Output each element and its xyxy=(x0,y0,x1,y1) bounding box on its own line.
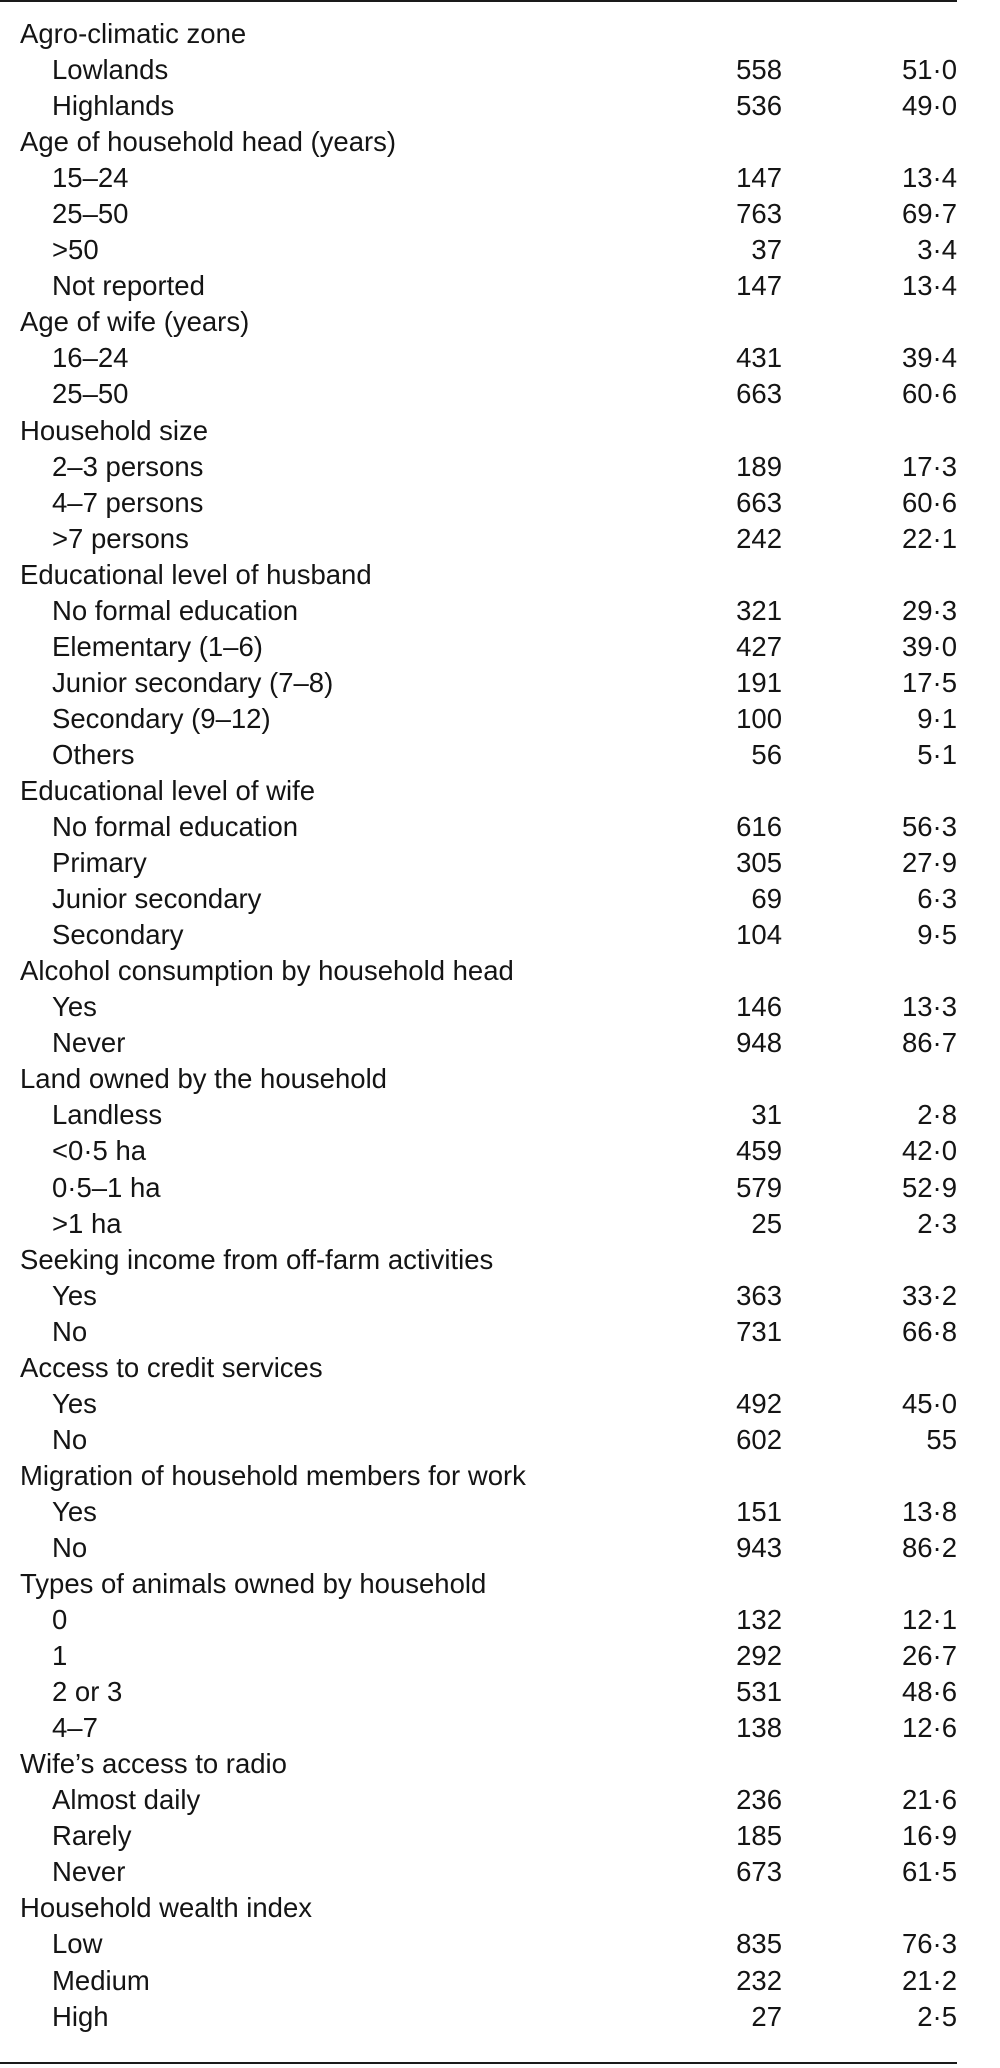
row-percent: 39·0 xyxy=(901,630,957,662)
row-percent: 12·1 xyxy=(901,1604,957,1636)
row-count: 305 xyxy=(736,847,782,879)
row-label: No xyxy=(52,1315,88,1347)
row-label: Medium xyxy=(52,1964,150,1996)
row-label: >7 persons xyxy=(52,522,189,554)
row-label: Never xyxy=(52,1856,126,1888)
section-heading xyxy=(0,1746,957,1782)
row-percent: 13·4 xyxy=(901,162,957,194)
row-count: 37 xyxy=(751,234,782,266)
row-label: High xyxy=(52,2000,109,2032)
section-heading-label: Agro-climatic zone xyxy=(20,18,247,49)
table-row xyxy=(0,737,957,773)
table-row xyxy=(0,845,957,881)
section-heading xyxy=(0,304,957,340)
row-percent: 16·9 xyxy=(901,1820,957,1852)
section-heading-label: Age of household head (years) xyxy=(20,126,397,158)
section-heading-label: Educational level of wife xyxy=(20,774,316,806)
section-heading xyxy=(0,1350,957,1386)
row-label: Landless xyxy=(52,1099,163,1131)
table-row xyxy=(0,701,957,737)
row-count: 56 xyxy=(751,738,782,770)
row-percent: 51·0 xyxy=(901,54,957,86)
row-label: 25–50 xyxy=(52,378,129,410)
table-row xyxy=(0,629,957,665)
table-row xyxy=(0,52,957,88)
row-label: Yes xyxy=(52,1279,97,1311)
row-label: No formal education xyxy=(52,594,299,626)
row-percent: 60·6 xyxy=(901,378,957,410)
row-label: 0·5–1 ha xyxy=(52,1171,161,1203)
row-percent: 27·9 xyxy=(901,847,957,879)
row-label: Lowlands xyxy=(52,54,169,86)
row-count: 558 xyxy=(736,54,782,86)
section-heading xyxy=(0,953,957,989)
row-count: 69 xyxy=(751,883,782,915)
row-count: 948 xyxy=(736,1027,782,1059)
section-heading xyxy=(0,1242,957,1278)
section-heading-label: Age of wife (years) xyxy=(20,306,250,338)
row-count: 835 xyxy=(736,1928,782,1960)
section-heading-label: Land owned by the household xyxy=(20,1063,387,1095)
row-percent: 76·3 xyxy=(901,1928,957,1960)
section-heading-label: Migration of household members for work xyxy=(20,1459,526,1491)
row-label: Yes xyxy=(52,1495,97,1527)
table-row xyxy=(0,449,957,485)
row-percent: 86·7 xyxy=(901,1027,957,1059)
row-percent: 49·0 xyxy=(901,90,957,122)
row-percent: 61·5 xyxy=(901,1856,957,1888)
row-label: Primary xyxy=(52,847,147,879)
row-percent: 21·6 xyxy=(901,1784,957,1816)
table-row xyxy=(0,1133,957,1169)
row-label: Almost daily xyxy=(52,1784,201,1816)
table-row xyxy=(0,665,957,701)
row-percent: 60·6 xyxy=(901,486,957,518)
row-label: Highlands xyxy=(52,90,175,122)
row-percent: 22·1 xyxy=(901,522,957,554)
row-label: Junior secondary (7–8) xyxy=(52,666,334,698)
row-percent: 56·3 xyxy=(901,811,957,843)
section-heading xyxy=(0,773,957,809)
row-percent: 9·5 xyxy=(917,919,957,951)
row-percent: 45·0 xyxy=(901,1387,957,1419)
row-percent: 9·1 xyxy=(917,702,957,734)
row-label: Junior secondary xyxy=(52,883,262,915)
table-bottom-rule xyxy=(0,2062,957,2064)
row-count: 25 xyxy=(751,1207,782,1239)
table-row xyxy=(0,1999,957,2035)
row-count: 146 xyxy=(736,991,782,1023)
section-heading-label: Access to credit services xyxy=(20,1351,323,1383)
row-label: Low xyxy=(52,1928,103,1960)
row-count: 185 xyxy=(736,1820,782,1852)
row-count: 943 xyxy=(736,1531,782,1563)
row-percent: 17·5 xyxy=(901,666,957,698)
table-row xyxy=(0,1314,957,1350)
row-percent: 26·7 xyxy=(901,1640,957,1672)
table-row xyxy=(0,232,957,268)
row-label: 1 xyxy=(52,1640,68,1672)
table-row xyxy=(0,160,957,196)
row-percent: 5·1 xyxy=(917,738,957,770)
row-percent: 33·2 xyxy=(901,1279,957,1311)
section-heading-label: Types of animals owned by household xyxy=(20,1568,487,1600)
row-count: 138 xyxy=(736,1712,782,1744)
row-count: 763 xyxy=(736,198,782,230)
table-row xyxy=(0,989,957,1025)
row-label: No xyxy=(52,1423,88,1455)
row-label: >50 xyxy=(52,234,99,266)
row-label: 2 or 3 xyxy=(52,1676,123,1708)
table-row xyxy=(0,1963,957,1999)
row-count: 427 xyxy=(736,630,782,662)
row-count: 536 xyxy=(736,90,782,122)
table-row xyxy=(0,1206,957,1242)
row-label: Never xyxy=(52,1027,126,1059)
row-count: 191 xyxy=(736,666,782,698)
row-count: 459 xyxy=(736,1135,782,1167)
row-percent: 52·9 xyxy=(901,1171,957,1203)
row-count: 579 xyxy=(736,1171,782,1203)
row-count: 321 xyxy=(736,594,782,626)
section-heading-label: Seeking income from off-farm activities xyxy=(20,1243,494,1275)
row-label: Secondary (9–12) xyxy=(52,702,271,734)
row-count: 531 xyxy=(736,1676,782,1708)
table-row xyxy=(0,196,957,232)
row-label: Others xyxy=(52,738,135,770)
table-row xyxy=(0,1097,957,1133)
row-label: >1 ha xyxy=(52,1207,122,1239)
table-row xyxy=(0,1170,957,1206)
row-percent: 55 xyxy=(926,1423,957,1455)
table-row xyxy=(0,1386,957,1422)
row-count: 363 xyxy=(736,1279,782,1311)
table-row xyxy=(0,1926,957,1962)
row-label: 4–7 xyxy=(52,1712,98,1744)
section-heading xyxy=(0,124,957,160)
table-row xyxy=(0,88,957,124)
row-count: 232 xyxy=(736,1964,782,1996)
row-label: Not reported xyxy=(52,270,205,302)
row-count: 132 xyxy=(736,1604,782,1636)
section-heading xyxy=(0,413,957,449)
table-row xyxy=(0,1818,957,1854)
row-percent: 2·5 xyxy=(917,2000,957,2032)
characteristics-table xyxy=(0,16,957,2035)
table-row xyxy=(0,1494,957,1530)
section-heading xyxy=(0,1061,957,1097)
row-count: 602 xyxy=(736,1423,782,1455)
row-percent: 86·2 xyxy=(901,1531,957,1563)
row-label: Rarely xyxy=(52,1820,132,1852)
row-count: 31 xyxy=(751,1099,782,1131)
row-percent: 29·3 xyxy=(901,594,957,626)
row-percent: 69·7 xyxy=(901,198,957,230)
row-count: 147 xyxy=(736,270,782,302)
row-count: 236 xyxy=(736,1784,782,1816)
row-percent: 13·3 xyxy=(901,991,957,1023)
row-percent: 21·2 xyxy=(901,1964,957,1996)
row-label: Secondary xyxy=(52,919,184,951)
row-count: 147 xyxy=(736,162,782,194)
section-heading-label: Household wealth index xyxy=(20,1892,312,1924)
section-heading-label: Household size xyxy=(20,414,209,446)
row-count: 492 xyxy=(736,1387,782,1419)
row-percent: 13·4 xyxy=(901,270,957,302)
row-percent: 6·3 xyxy=(917,883,957,915)
row-count: 100 xyxy=(736,702,782,734)
table-row xyxy=(0,1854,957,1890)
row-label: Yes xyxy=(52,991,97,1023)
row-label: 25–50 xyxy=(52,198,129,230)
table-top-rule xyxy=(0,0,957,2)
table-row xyxy=(0,376,957,412)
section-heading xyxy=(0,1458,957,1494)
table-row xyxy=(0,1422,957,1458)
row-label: 0 xyxy=(52,1604,68,1636)
section-heading-label: Wife’s access to radio xyxy=(20,1748,287,1780)
table-row xyxy=(0,1638,957,1674)
section-heading xyxy=(0,1890,957,1926)
table-row xyxy=(0,1530,957,1566)
row-percent: 2·3 xyxy=(917,1207,957,1239)
section-heading xyxy=(0,1566,957,1602)
row-count: 663 xyxy=(736,486,782,518)
row-percent: 13·8 xyxy=(901,1495,957,1527)
table-row xyxy=(0,521,957,557)
row-percent: 48·6 xyxy=(901,1676,957,1708)
table-row xyxy=(0,1674,957,1710)
table-row xyxy=(0,340,957,376)
row-count: 431 xyxy=(736,342,782,374)
table-row xyxy=(0,593,957,629)
row-label: Yes xyxy=(52,1387,97,1419)
section-heading-label: Educational level of husband xyxy=(20,558,372,590)
row-percent: 17·3 xyxy=(901,450,957,482)
row-count: 616 xyxy=(736,811,782,843)
row-count: 104 xyxy=(736,919,782,951)
row-percent: 39·4 xyxy=(901,342,957,374)
table-row xyxy=(0,1025,957,1061)
row-label: 2–3 persons xyxy=(52,450,204,482)
row-count: 673 xyxy=(736,1856,782,1888)
row-count: 27 xyxy=(751,2000,782,2032)
row-count: 189 xyxy=(736,450,782,482)
section-heading-label: Alcohol consumption by household head xyxy=(20,955,514,987)
table-row xyxy=(0,1782,957,1818)
row-label: 15–24 xyxy=(52,162,129,194)
table-row xyxy=(0,809,957,845)
section-heading xyxy=(0,557,957,593)
row-count: 731 xyxy=(736,1315,782,1347)
row-label: <0·5 ha xyxy=(52,1135,147,1167)
row-label: No formal education xyxy=(52,811,299,843)
row-count: 292 xyxy=(736,1640,782,1672)
table-row xyxy=(0,268,957,304)
row-count: 663 xyxy=(736,378,782,410)
row-percent: 2·8 xyxy=(917,1099,957,1131)
table-row xyxy=(0,881,957,917)
row-label: No xyxy=(52,1531,88,1563)
section-heading xyxy=(0,16,957,52)
row-label: Elementary (1–6) xyxy=(52,630,263,662)
table-row xyxy=(0,917,957,953)
row-percent: 66·8 xyxy=(901,1315,957,1347)
row-label: 4–7 persons xyxy=(52,486,204,518)
row-label: 16–24 xyxy=(52,342,129,374)
row-count: 242 xyxy=(736,522,782,554)
table-row xyxy=(0,485,957,521)
row-percent: 42·0 xyxy=(901,1135,957,1167)
row-count: 151 xyxy=(736,1495,782,1527)
table-row xyxy=(0,1278,957,1314)
row-percent: 3·4 xyxy=(917,234,957,266)
table-row xyxy=(0,1710,957,1746)
table-row xyxy=(0,1602,957,1638)
row-percent: 12·6 xyxy=(901,1712,957,1744)
